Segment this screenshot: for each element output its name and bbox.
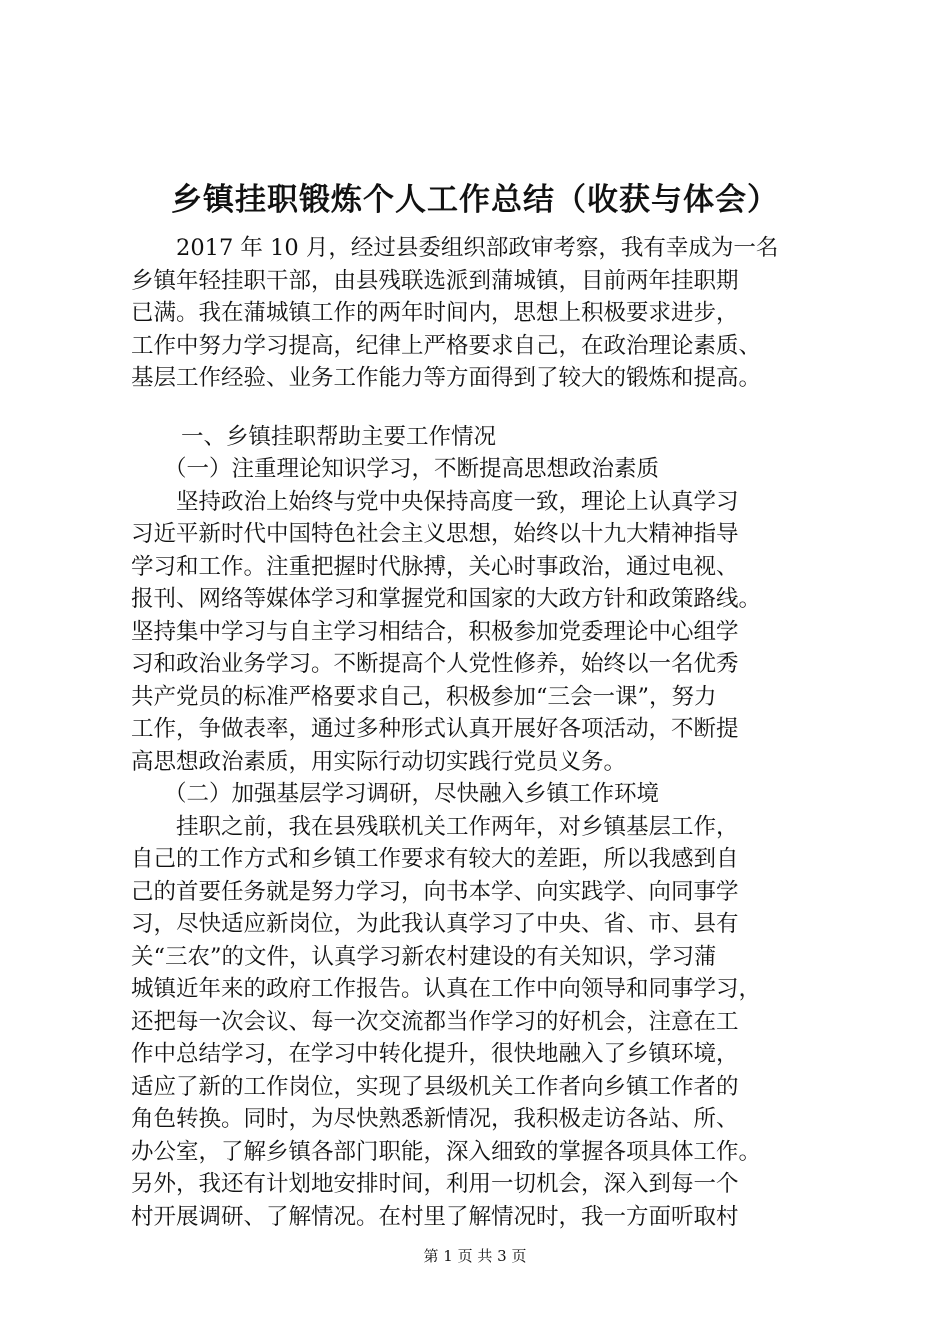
sub2-line: 另外，我还有计划地安排时间，利用一切机会，深入到每一个 <box>131 1171 739 1197</box>
sub2-line: 村开展调研、了解情况。在村里了解情况时，我一方面听取村 <box>131 1203 739 1230</box>
sub2-line: 还把每一次会议、每一次交流都当作学习的好机会，注意在工 <box>131 1008 739 1035</box>
intro-line: 乡镇年轻挂职干部，由县残联选派到蒲城镇，目前两年挂职期 <box>131 267 739 294</box>
sub1-line: 报刊、网络等媒体学习和掌握党和国家的大政方针和政策路线。 <box>131 586 762 612</box>
sub2-line: 挂职之前，我在县残联机关工作两年，对乡镇基层工作， <box>176 813 739 840</box>
sub1-line: 习和政治业务学习。不断提高个人党性修养，始终以一名优秀 <box>131 651 739 677</box>
sub2-line: 习，尽快适应新岗位，为此我认真学习了中央、省、市、县有 <box>131 911 739 937</box>
subsection-heading-1: （一）注重理论知识学习，不断提高思想政治素质 <box>164 456 660 482</box>
intro-line: 工作中努力学习提高，纪律上严格要求自己，在政治理论素质、 <box>131 332 762 359</box>
sub2-line: 己的首要任务就是努力学习，向书本学、向实践学、向同事学 <box>131 878 739 905</box>
sub1-line: 工作，争做表率，通过多种形式认真开展好各项活动，不断提 <box>131 716 739 742</box>
document-title: 乡镇挂职锻炼个人工作总结（收获与体会） <box>171 182 779 218</box>
sub2-line: 办公室，了解乡镇各部门职能，深入细致的掌握各项具体工作。 <box>131 1138 762 1165</box>
sub1-line: 学习和工作。注重把握时代脉搏，关心时事政治，通过电视、 <box>131 553 739 580</box>
sub1-line: 坚持集中学习与自主学习相结合，积极参加党委理论中心组学 <box>131 618 739 645</box>
section-heading: 一、乡镇挂职帮助主要工作情况 <box>181 423 497 450</box>
sub2-line: 适应了新的工作岗位，实现了县级机关工作者向乡镇工作者的 <box>131 1073 739 1100</box>
intro-line: 已满。我在蒲城镇工作的两年时间内，思想上积极要求进步， <box>131 300 739 326</box>
sub1-line: 习近平新时代中国特色社会主义思想，始终以十九大精神指导 <box>131 521 739 547</box>
sub1-line: 高思想政治素质，用实际行动切实践行党员义务。 <box>131 748 627 775</box>
document-body <box>131 232 851 1233</box>
intro-line: 2017 年 10 月，经过县委组织部政审考察，我有幸成为一名 <box>176 235 779 261</box>
sub2-line: 城镇近年来的政府工作报告。认真在工作中向领导和同事学习， <box>131 976 762 1002</box>
sub2-line: 角色转换。同时，为尽快熟悉新情况，我积极走访各站、所、 <box>131 1106 739 1132</box>
subsection-heading-2: （二）加强基层学习调研，尽快融入乡镇工作环境 <box>164 781 660 807</box>
paragraph-gap <box>131 395 851 421</box>
page-footer: 第 1 页 共 3 页 <box>423 1247 527 1265</box>
sub1-line: 坚持政治上始终与党中央保持高度一致，理论上认真学习 <box>176 488 739 515</box>
sub2-line: 作中总结学习，在学习中转化提升，很快地融入了乡镇环境， <box>131 1041 739 1067</box>
sub1-line: 共产党员的标准严格要求自己，积极参加“三会一课”，努力 <box>131 683 717 710</box>
intro-line: 基层工作经验、业务工作能力等方面得到了较大的锻炼和提高。 <box>131 365 762 391</box>
sub2-line: 自己的工作方式和乡镇工作要求有较大的差距，所以我感到自 <box>131 846 739 872</box>
sub2-line: 关“三农”的文件，认真学习新农村建设的有关知识，学习蒲 <box>131 943 717 970</box>
